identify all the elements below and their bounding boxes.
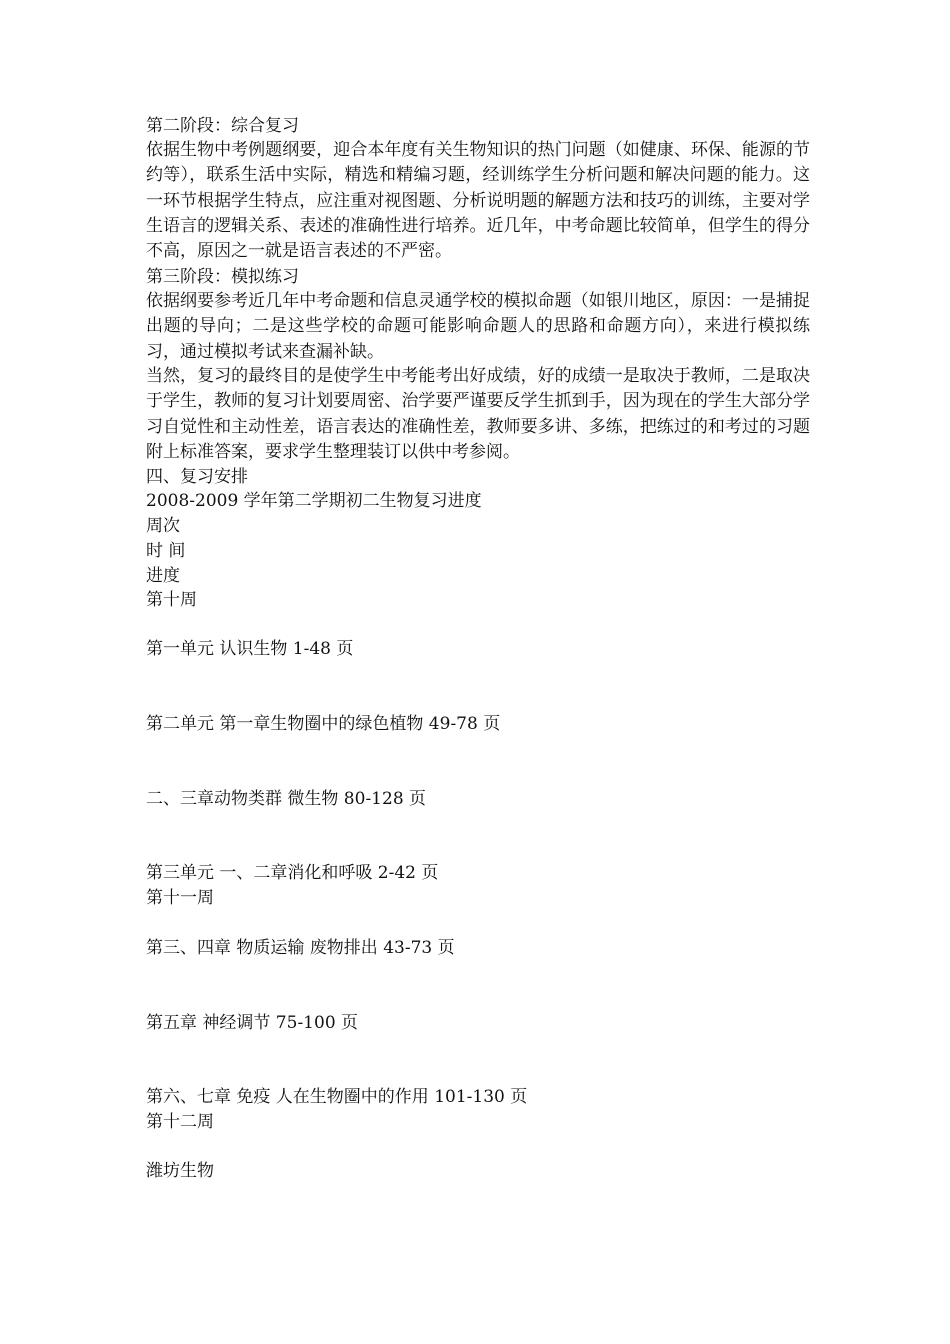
week-11-label: 第十一周 <box>146 888 214 908</box>
schedule-item: 第三单元 一、二章消化和呼吸 2-42 页 <box>146 863 439 883</box>
footer-text: 潍坊生物 <box>146 1161 214 1181</box>
schedule-item: 第一单元 认识生物 1-48 页 <box>146 639 354 659</box>
column-time: 时 间 <box>146 541 186 561</box>
schedule-title: 2008-2009 学年第二学期初二生物复习进度 <box>146 491 482 511</box>
stage2-heading: 第二阶段：综合复习 <box>146 116 299 136</box>
schedule-item: 第五章 神经调节 75-100 页 <box>146 1013 359 1033</box>
week-10-label: 第十周 <box>146 590 197 610</box>
stage3-paragraph: 依据纲要参考近几年中考命题和信息灵通学校的模拟命题（如银川地区，原因：一是捕捉出题的导向；二是这些学校的命题可能影响命题人的思路和命题方向），来进行模拟练习，通过模拟考试来查漏补缺。 <box>146 291 810 362</box>
stage3-heading: 第三阶段：模拟练习 <box>146 267 299 287</box>
section4-heading: 四、复习安排 <box>146 467 248 487</box>
schedule-item: 第六、七章 免疫 人在生物圈中的作用 101-130 页 <box>146 1087 528 1107</box>
column-progress: 进度 <box>146 566 180 586</box>
column-week: 周次 <box>146 516 180 536</box>
week-12-label: 第十二周 <box>146 1112 214 1132</box>
stage2-paragraph: 依据生物中考例题纲要，迎合本年度有关生物知识的热门问题（如健康、环保、能源的节约等），联系生活中实际，精选和精编习题，经训练学生分析问题和解决问题的能力。这一环节根据学生特点，应注重对视图题、分析说明题的解题方法和技巧的训练，主要对学生语言的逻辑关系、表述的准确性进行培养。近几年，中考命题比较简单，但学生的得分不高，原因之一就是语言表述的不严密。 <box>146 140 810 262</box>
schedule-item: 第二单元 第一章生物圈中的绿色植物 49-78 页 <box>146 714 501 734</box>
conclusion-paragraph: 当然，复习的最终目的是使学生中考能考出好成绩，好的成绩一是取决于教师，二是取决于学生，教师的复习计划要周密、治学要严谨要反学生抓到手，因为现在的学生大部分学习自觉性和主动性差，语言表达的准确性差，教师要多讲、多练，把练过的和考过的习题附上标准答案，要求学生整理装订以供中考参阅。 <box>146 366 810 462</box>
schedule-item: 第三、四章 物质运输 废物排出 43-73 页 <box>146 938 455 958</box>
schedule-item: 二、三章动物类群 微生物 80-128 页 <box>146 789 427 809</box>
